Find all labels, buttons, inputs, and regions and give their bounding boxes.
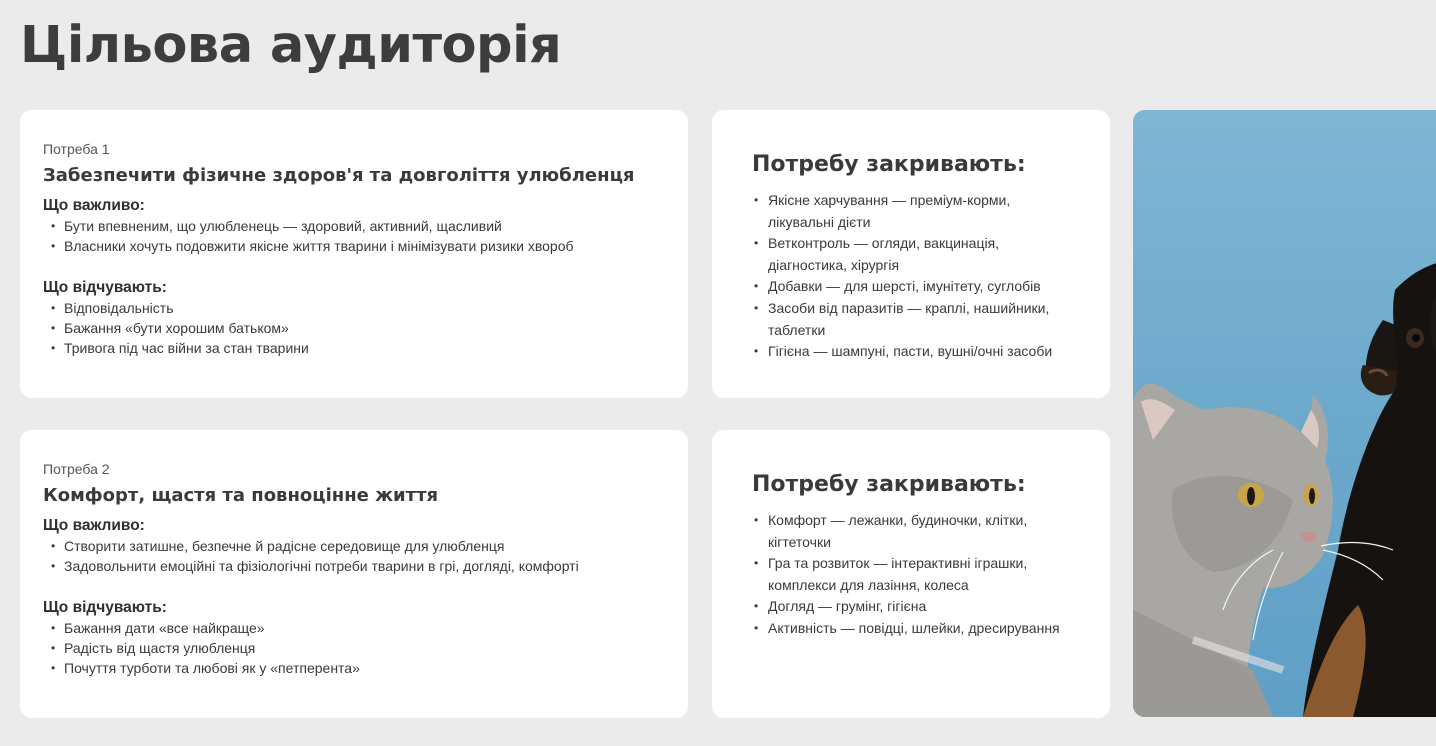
solution-card-2 — [712, 430, 1110, 718]
need-label: Потреба 2 — [43, 461, 110, 477]
list-item: • Бажання дати «все найкраще» — [51, 618, 665, 638]
list-item: • Відповідальність — [51, 298, 665, 318]
list-item: • Гра та розвиток — інтерактивні іграшки, комплекси для лазіння, колеса — [752, 553, 1062, 596]
solution-list — [752, 190, 1080, 363]
solution-title: Потребу закривають: — [752, 152, 1026, 177]
page-title: Цільова аудиторія — [20, 16, 562, 75]
list-item: • Засоби від паразитів — краплі, нашийники, таблетки — [752, 298, 1062, 341]
important-list — [43, 216, 665, 256]
solution-list — [752, 510, 1080, 640]
feel-heading: Що відчувають: — [43, 279, 167, 296]
important-heading: Що важливо: — [43, 197, 145, 214]
feel-list — [43, 298, 665, 358]
need-card-2 — [20, 430, 688, 718]
important-heading: Що важливо: — [43, 517, 145, 534]
list-item: • Власники хочуть подовжити якісне життя тварини і мінімізувати ризики хвороб — [51, 236, 665, 256]
solution-card-1 — [712, 110, 1110, 398]
need-card-1 — [20, 110, 688, 398]
list-item: • Комфорт — лежанки, будиночки, клітки, кігтеточки — [752, 510, 1062, 553]
solution-title: Потребу закривають: — [752, 472, 1026, 497]
pets-illustration-icon — [1133, 110, 1436, 717]
list-item: • Догляд — грумінг, гігієна — [752, 596, 1062, 618]
list-item: • Добавки — для шерсті, імунітету, суглобів — [752, 276, 1062, 298]
feel-heading: Що відчувають: — [43, 599, 167, 616]
list-item: • Почуття турботи та любові як у «петперента» — [51, 658, 665, 678]
list-item: • Тривога під час війни за стан тварини — [51, 338, 665, 358]
list-item: • Задовольнити емоційні та фізіологічні потреби тварини в грі, догляді, комфорті — [51, 556, 665, 576]
list-item: • Створити затишне, безпечне й радісне середовище для улюбленця — [51, 536, 665, 556]
need-label: Потреба 1 — [43, 141, 110, 157]
important-list — [43, 536, 665, 576]
feel-list — [43, 618, 665, 678]
list-item: • Активність — повідці, шлейки, дресирування — [752, 618, 1062, 640]
list-item: • Бажання «бути хорошим батьком» — [51, 318, 665, 338]
list-item: • Якісне харчування — преміум-корми, лікувальні дієти — [752, 190, 1062, 233]
need-title: Комфорт, щастя та повноцінне життя — [43, 485, 439, 506]
list-item: • Радість від щастя улюбленця — [51, 638, 665, 658]
list-item: • Ветконтроль — огляди, вакцинація, діагностика, хірургія — [752, 233, 1062, 276]
list-item: • Гігієна — шампуні, пасти, вушні/очні засоби — [752, 341, 1062, 363]
cat-and-dog-photo — [1133, 110, 1436, 717]
need-title: Забезпечити фізичне здоров'я та довголіття улюбленця — [43, 165, 635, 186]
list-item: • Бути впевненим, що улюбленець — здоровий, активний, щасливий — [51, 216, 665, 236]
